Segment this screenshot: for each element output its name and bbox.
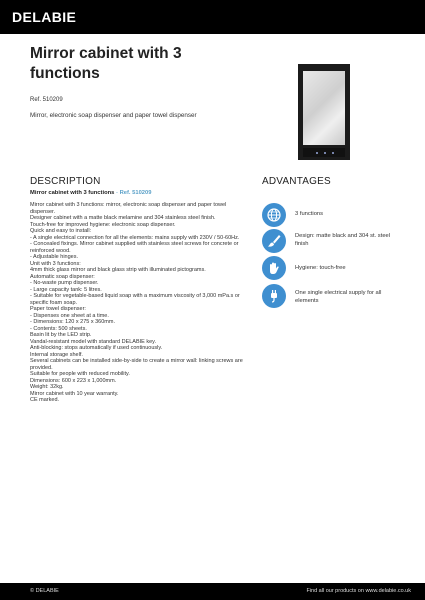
advantages-heading: ADVANTAGES — [262, 176, 331, 187]
plug-icon — [262, 284, 286, 308]
description-line: - Concealed fixings. Mirror cabinet supplied with stainless steel screws for concrete or reinforced wood. — [30, 241, 239, 254]
description-line: Weight: 32kg. — [30, 384, 64, 390]
description-line: - Dimensions: 120 x 275 x 360mm. — [30, 319, 115, 325]
globe-icon — [262, 203, 286, 227]
description-line: Anti-blocking: stops automatically if used continuously. — [30, 345, 163, 351]
pictogram-light — [332, 152, 334, 154]
description-line: 4mm thick glass mirror and black glass strip with illuminated pictograms. — [30, 267, 206, 273]
description-line: CE marked. — [30, 397, 60, 403]
delabie-logo[interactable]: DELABIE — [12, 9, 77, 25]
description-line: Internal storage shelf. — [30, 351, 83, 358]
description-line: - A single electrical connection for all the elements: mains supply with 230V / 50-60Hz. — [30, 234, 240, 241]
description-line: Vandal-resistant model with standard DELABIE key. — [30, 338, 157, 345]
description-body — [30, 202, 246, 404]
description-heading: DESCRIPTION — [30, 176, 101, 187]
description-line: Touch-free for improved hygiene: electronic soap dispenser. — [30, 221, 176, 228]
header-bar — [0, 0, 425, 34]
description-separator: - — [116, 190, 118, 196]
description-line: Basin lit by the LED strip. — [30, 332, 92, 338]
description-line: Dimensions: 600 x 223 x 1,000mm. — [30, 377, 117, 384]
description-line: - Suitable for vegetable-based liquid soap with a maximum viscosity of 3,000 mPa.s or specific foam soap. — [30, 293, 240, 306]
pictogram-light — [324, 152, 326, 154]
hand-icon — [262, 256, 286, 280]
product-ref: Ref. 510209 — [30, 97, 63, 103]
description-line: - Adjustable hinges. — [30, 254, 79, 260]
pictogram-light — [316, 152, 318, 154]
advantage-label: One single electrical supply for all elements — [295, 290, 382, 304]
product-image — [298, 64, 350, 160]
footer-bar — [0, 583, 425, 600]
advantage-label: Hygiene: touch-free — [295, 265, 346, 271]
advantage-label: 3 functions — [295, 211, 324, 217]
description-line: Unit with 3 functions: — [30, 260, 81, 267]
description-line: - Large capacity tank: 5 litres. — [30, 286, 102, 293]
description-line: Automatic soap dispenser: — [30, 273, 95, 280]
description-subheading — [30, 190, 151, 196]
description-line: Designer cabinet with a matte black melamine and 304 stainless steel finish. — [30, 215, 216, 221]
mirror-surface — [303, 71, 345, 145]
page-title: Mirror cabinet with 3 functions — [30, 45, 182, 82]
description-line: Mirror cabinet with 3 functions: mirror, electronic soap dispenser and paper towel dispenser. — [30, 202, 227, 215]
description-line: Suitable for people with reduced mobility. — [30, 371, 130, 377]
advantage-label: Design: matte black and 304 st. steel finish — [295, 233, 391, 247]
brush-icon — [262, 229, 286, 253]
description-line: Paper towel dispenser: — [30, 306, 86, 312]
product-subtitle: Mirror, electronic soap dispenser and paper towel dispenser — [30, 112, 197, 119]
description-line: Several cabinets can be installed side-by-side to create a mirror wall: linking screws are provided. — [30, 358, 243, 371]
description-line: - Contents: 500 sheets. — [30, 325, 87, 332]
footer-website-link[interactable]: Find all our products on www.delabie.co.uk — [306, 588, 411, 594]
description-line: - Dispenses one sheet at a time. — [30, 312, 109, 319]
description-ref: Ref. 510209 — [119, 190, 152, 196]
description-line: - No-waste pump dispenser. — [30, 280, 99, 286]
description-subtitle: Mirror cabinet with 3 functions — [30, 190, 115, 196]
description-line: Mirror cabinet with 10 year warranty. — [30, 390, 119, 397]
footer-copyright: © DELABIE — [30, 588, 59, 594]
description-line: Quick and easy to install: — [30, 228, 92, 234]
